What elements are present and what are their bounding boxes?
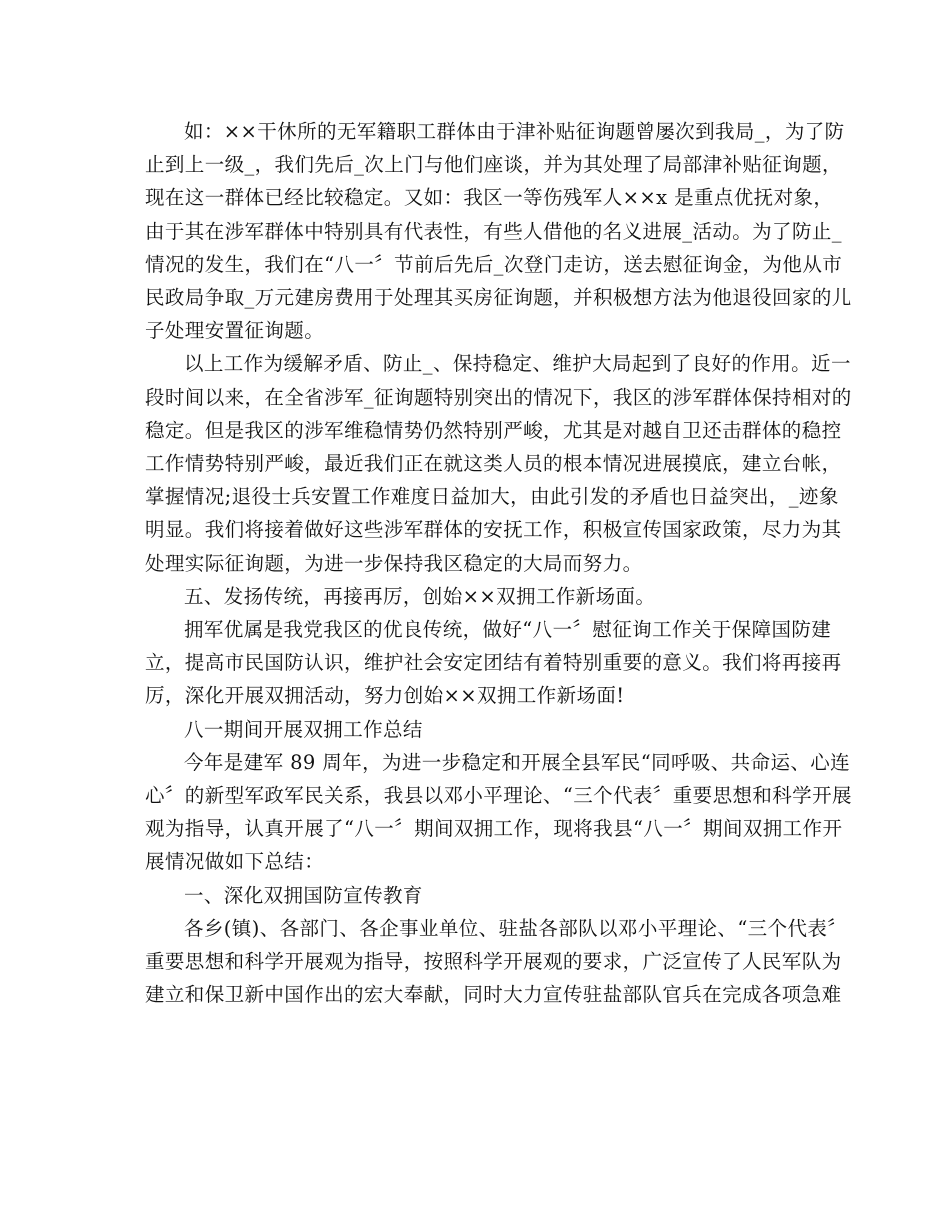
paragraph <box>145 746 852 879</box>
text-line: 心〞的新型军政军民关系，我县以邓小平理论、“三个代表〞重要思想和科学开展 <box>145 784 852 808</box>
text-line: 如：××干休所的无军籍职工群体由于津补贴征询题曾屡次到我局_，为了防 <box>184 120 845 143</box>
text-line: 厉，深化开展双拥活动，努力创始××双拥工作新场面! <box>145 684 625 708</box>
text-line: 稳定。但是我区的涉军维稳情势仍然特别严峻，尤其是对越自卫还击群体的稳控 <box>145 418 842 442</box>
text-line: 一、深化双拥国防宣传教育 <box>184 883 423 907</box>
text-line: 段时间以来，在全省涉军_征询题特别突出的情况下，我区的涉军群体保持相对的 <box>145 385 852 409</box>
paragraph <box>145 912 848 1012</box>
paragraph <box>145 115 852 347</box>
text-line: 子处理安置征询题。 <box>145 319 325 343</box>
text-line: 拥军优属是我党我区的优良传统，做好“八一〞慰征询工作关于保障国防建 <box>184 618 832 642</box>
paragraph <box>145 580 810 613</box>
text-line: 建立和保卫新中国作出的宏大奉献，同时大力宣传驻盐部队官兵在完成各项急难 <box>145 983 842 1007</box>
text-line: 今年是建军 89 周年，为进一步稳定和开展全县军民“同呼吸、共命运、心连 <box>184 750 851 774</box>
text-line: 民政局争取_万元建房费用于处理其买房征询题，并积极想方法为他退役回家的儿 <box>145 286 852 310</box>
paragraph <box>145 613 842 713</box>
text-line: 八一期间开展双拥工作总结 <box>184 717 423 741</box>
text-line: 处理实际征询题，为进一步保持我区稳定的大局而努力。 <box>145 551 643 575</box>
text-line: 立，提高市民国防认识，维护社会安定团结有着特别重要的意义。我们将再接再 <box>145 651 842 675</box>
text-line: 由于其在涉军群体中特别具有代表性，有些人借他的名义进展_活动。为了防止_ <box>145 219 842 243</box>
text-line: 工作情势特别严峻，最近我们正在就这类人员的根本情况进展摸底，建立台帐， <box>145 452 842 476</box>
text-line: 止到上一级_，我们先后_次上门与他们座谈，并为其处理了局部津补贴征询题， <box>145 153 842 177</box>
text-line: 情况的发生，我们在“八一〞节前后先后_次登门走访，送去慰征询金，为他从市 <box>145 252 843 276</box>
text-line: 各乡(镇)、各部门、各企事业单位、驻盐各部队以邓小平理论、“三个代表〞 <box>184 916 848 940</box>
text-line: 以上工作为缓解矛盾、防止_、保持稳定、维护大局起到了良好的作用。近一 <box>184 352 851 376</box>
text-line: 明显。我们将接着做好这些涉军群体的安抚工作，积极宣传国家政策，尽力为其 <box>145 518 842 542</box>
document-body <box>145 115 852 1011</box>
paragraph <box>145 879 810 912</box>
text-line: 五、发扬传统，再接再厉，创始××双拥工作新场面。 <box>184 584 656 608</box>
paragraph <box>145 713 810 746</box>
text-line: 现在这一群体已经比较稳定。又如：我区一等伤残军人××x 是重点优抚对象， <box>145 186 834 210</box>
text-line: 重要思想和科学开展观为指导，按照科学开展观的要求，广泛宣传了人民军队为 <box>145 950 842 974</box>
text-line: 观为指导，认真开展了“八一〞期间双拥工作，现将我县“八一〞期间双拥工作开 <box>145 817 843 841</box>
text-line: 展情况做如下总结： <box>145 850 325 874</box>
text-line: 掌握情况;退役士兵安置工作难度日益加大，由此引发的矛盾也日益突出，_迹象 <box>145 485 839 509</box>
paragraph <box>145 347 852 579</box>
